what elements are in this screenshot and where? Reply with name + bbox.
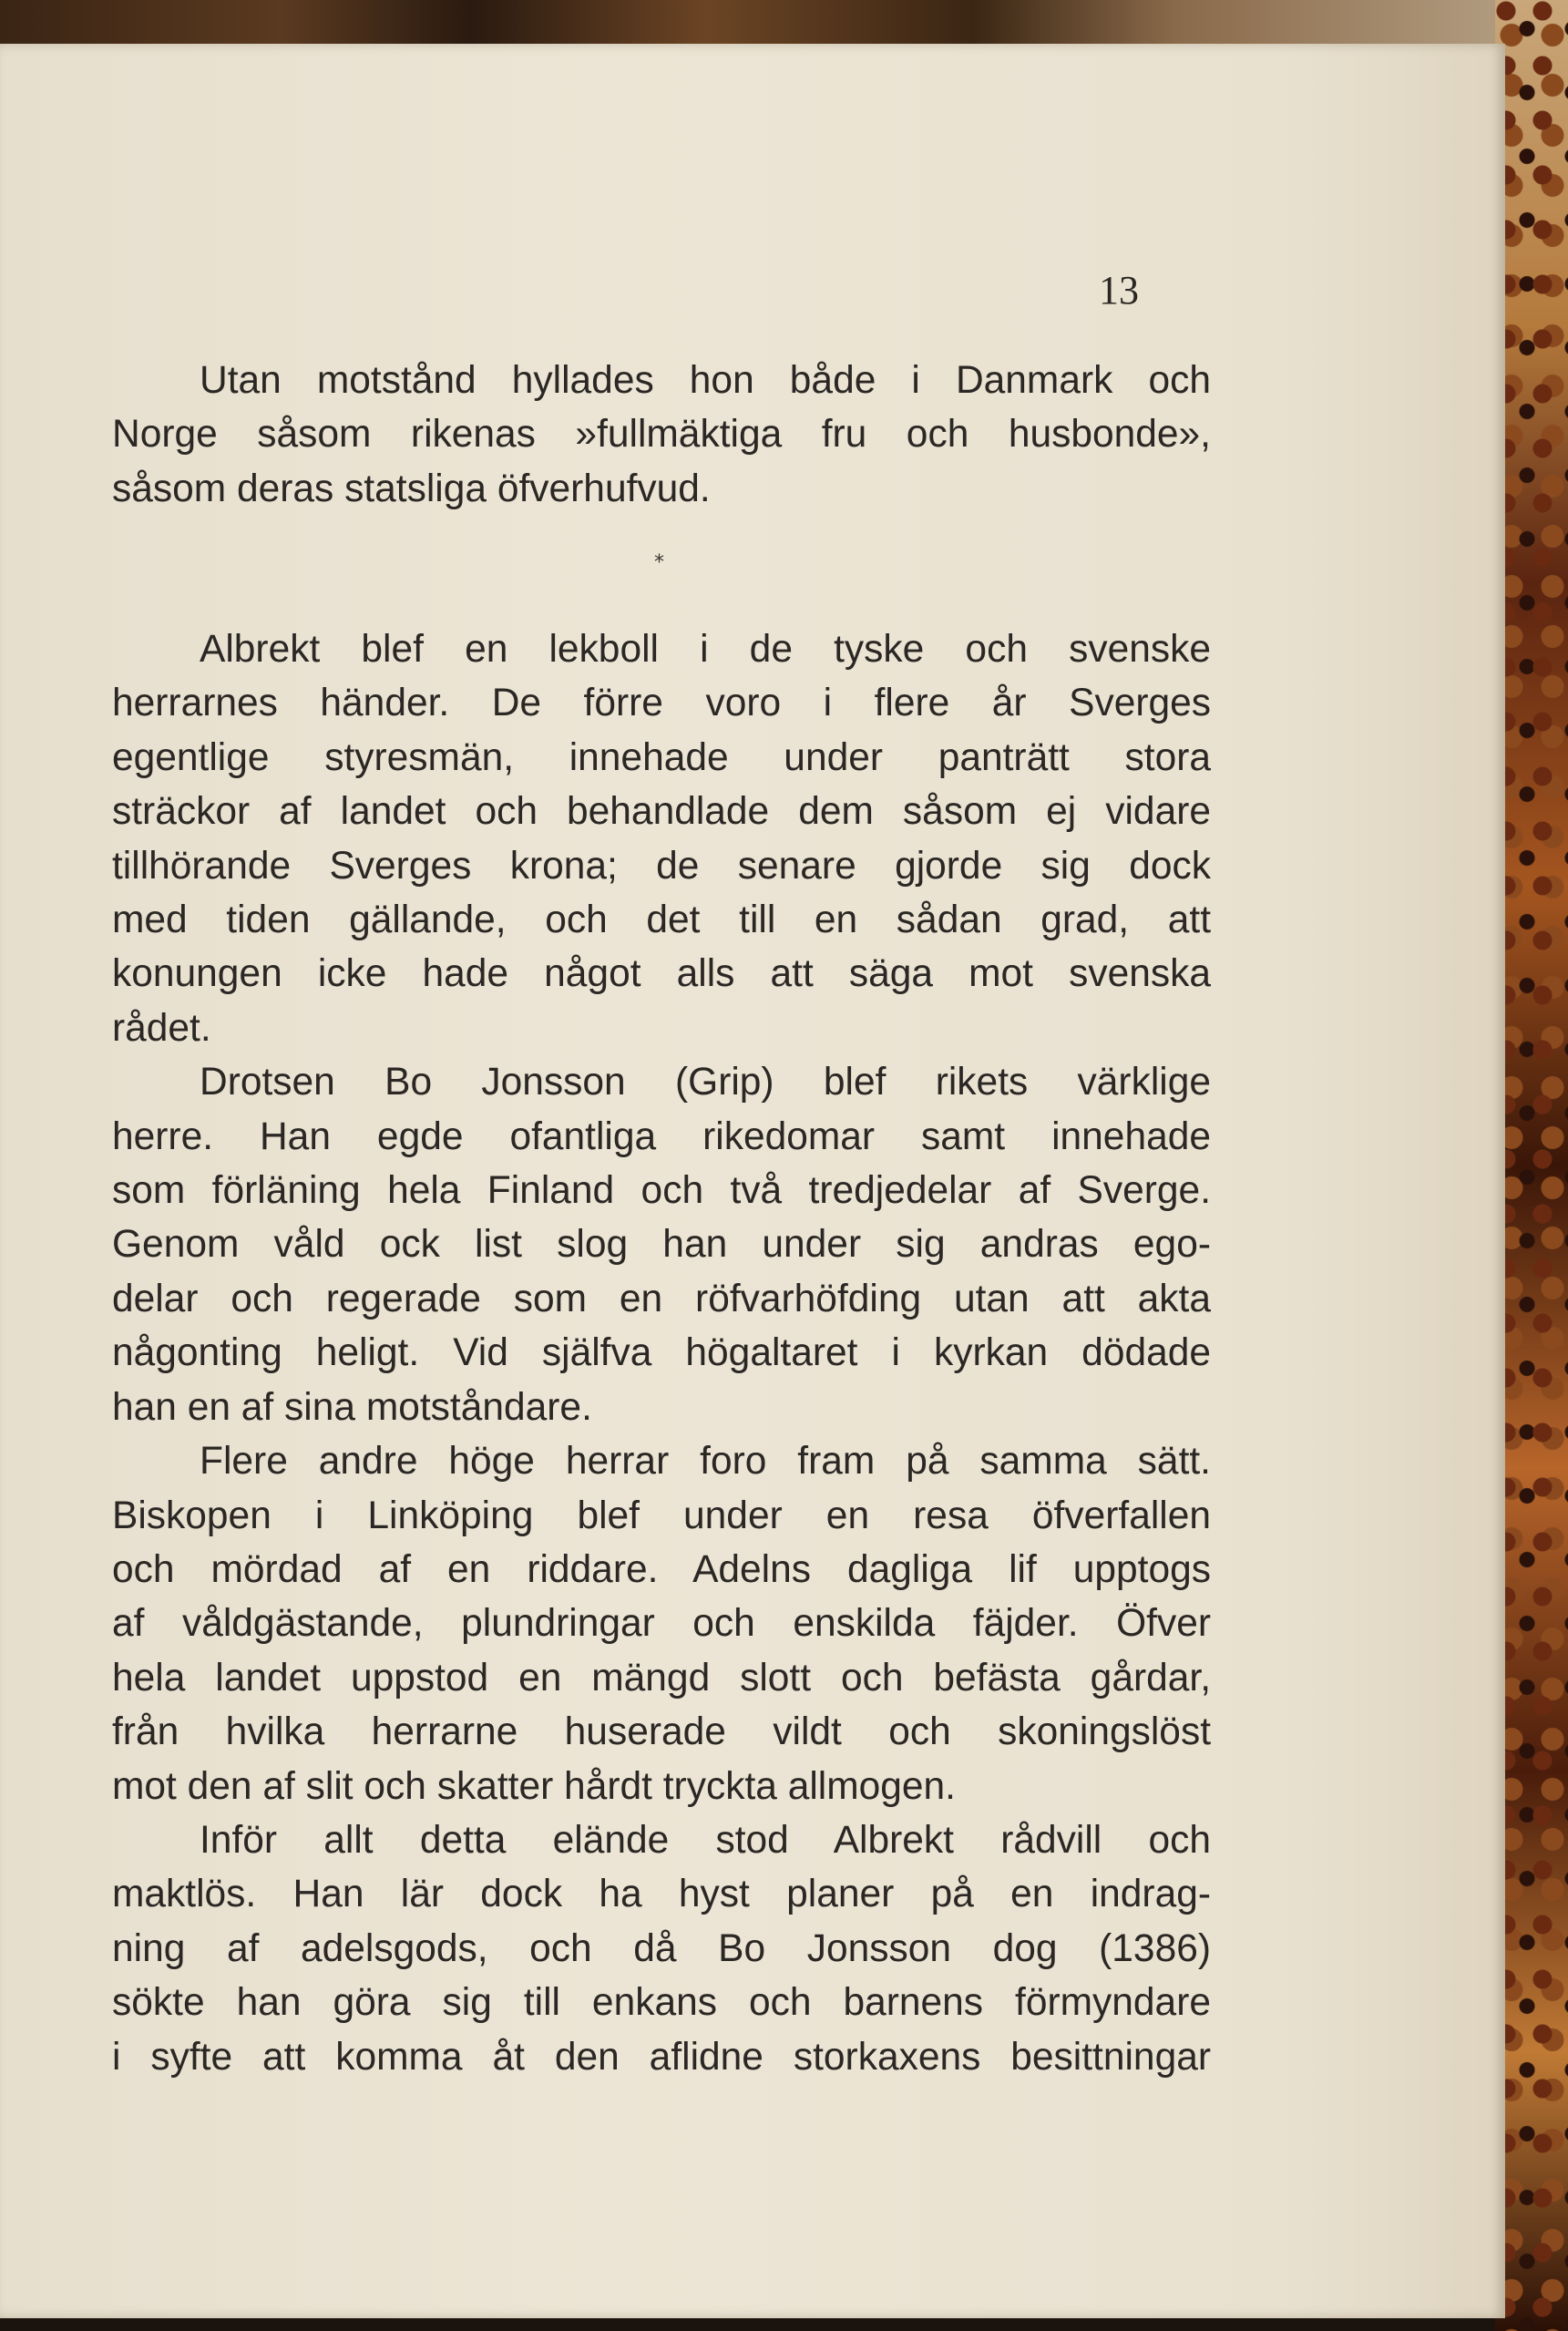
text-line: med tiden gällande, och det till en sådan grad, att: [112, 899, 1211, 942]
text-line: Inför allt detta elände stod Albrekt rådvill och: [200, 1818, 1211, 1862]
text-line: såsom deras statsliga öfverhufvud.: [112, 467, 711, 510]
text-line: sträckor af landet och behandlade dem såsom ej vidare: [112, 790, 1211, 834]
text-line: herre. Han egde ofantliga rikedomar samt innehade: [112, 1114, 1211, 1158]
text-line: Utan motstånd hyllades hon både i Danmark och: [200, 359, 1211, 402]
text-line: Norge såsom rikenas »fullmäktiga fru och husbonde»,: [112, 413, 1211, 457]
text-line: Biskopen i Linköping blef under en resa öfverfallen: [112, 1494, 1211, 1537]
text-line: från hvilka herrarne huserade vildt och skoningslöst: [112, 1710, 1211, 1754]
text-line: Genom våld ock list slog han under sig andras ego-: [112, 1223, 1211, 1267]
text-line: som förläning hela Finland och två tredjedelar af Sverge.: [112, 1169, 1211, 1213]
text-line: herrarnes händer. De förre voro i flere år Sverges: [112, 682, 1211, 725]
text-line: ning af adelsgods, och då Bo Jonsson dog (1386): [112, 1926, 1211, 1970]
text-line: Albrekt blef en lekboll i de tyske och svenske: [200, 628, 1211, 671]
paragraph-opening: [112, 354, 1211, 516]
text-line: någonting heligt. Vid själfva högaltaret i kyrkan dödade: [112, 1331, 1211, 1375]
text-line: Drotsen Bo Jonsson (Grip) blef rikets värklige: [200, 1061, 1211, 1104]
marbled-cover: [1495, 0, 1568, 2331]
text-line: rådet.: [112, 1006, 211, 1050]
text-line: sökte han göra sig till enkans och barnens förmyndare: [112, 1981, 1211, 2025]
body-text: [112, 622, 1211, 2084]
book-page: [0, 44, 1505, 2318]
text-line: och mördad af en riddare. Adelns dagliga lif upptogs: [112, 1547, 1211, 1591]
text-line: hela landet uppstod en mängd slott och befästa gårdar,: [112, 1656, 1211, 1699]
section-separator: *: [654, 551, 664, 574]
text-line: mot den af slit och skatter hårdt tryckta allmogen.: [112, 1764, 956, 1808]
text-line: konungen icke hade något alls att säga mot svenska: [112, 952, 1211, 996]
text-line: Flere andre höge herrar foro fram på samma sätt.: [200, 1440, 1211, 1484]
page-number: 13: [1099, 268, 1139, 313]
text-line: egentlige styresmän, innehade under panträtt stora: [112, 735, 1211, 779]
text-line: tillhörande Sverges krona; de senare gjorde sig dock: [112, 844, 1211, 888]
text-line: han en af sina motståndare.: [112, 1385, 592, 1429]
text-line: i syfte att komma åt den aflidne storkaxens besittningar: [112, 2035, 1211, 2079]
text-line: maktlös. Han lär dock ha hyst planer på en indrag-: [112, 1873, 1211, 1916]
text-line: delar och regerade som en röfvarhöfding utan att akta: [112, 1277, 1211, 1320]
text-line: af våldgästande, plundringar och enskilda fäjder. Öfver: [112, 1602, 1211, 1646]
